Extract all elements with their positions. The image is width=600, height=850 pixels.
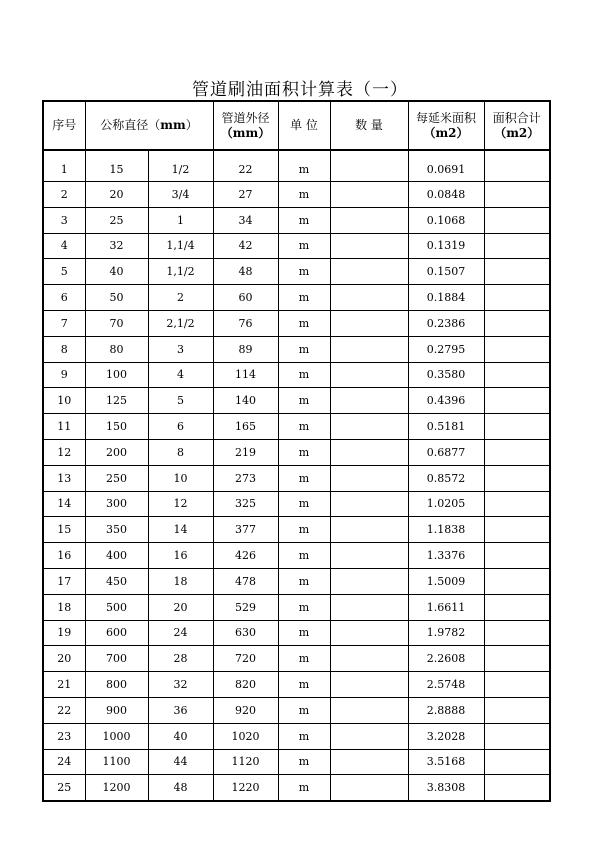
cell-outer-diameter: 219 [213, 439, 278, 465]
cell-total-area [484, 620, 550, 646]
cell-unit: m [278, 672, 330, 698]
cell-unit: m [278, 285, 330, 311]
cell-unit: m [278, 775, 330, 801]
cell-area-per-meter: 0.8572 [408, 465, 484, 491]
cell-nominal-diameter-inch: 32 [148, 672, 213, 698]
header-nominal-diameter-prefix: 公称直径（ [100, 118, 161, 132]
cell-area-per-meter: 1.3376 [408, 543, 484, 569]
cell-unit: m [278, 749, 330, 775]
cell-seq: 5 [43, 259, 85, 285]
cell-nominal-diameter-mm: 150 [85, 414, 148, 440]
cell-area-per-meter: 0.0691 [408, 150, 484, 182]
cell-quantity [330, 233, 408, 259]
cell-nominal-diameter-mm: 80 [85, 336, 148, 362]
cell-unit: m [278, 568, 330, 594]
cell-nominal-diameter-mm: 25 [85, 207, 148, 233]
table-row [43, 749, 550, 775]
cell-area-per-meter: 3.2028 [408, 723, 484, 749]
cell-seq: 17 [43, 568, 85, 594]
cell-nominal-diameter-mm: 1200 [85, 775, 148, 801]
cell-quantity [330, 207, 408, 233]
header-row [43, 101, 550, 150]
cell-unit: m [278, 259, 330, 285]
table-row [43, 672, 550, 698]
cell-nominal-diameter-mm: 350 [85, 517, 148, 543]
cell-quantity [330, 568, 408, 594]
cell-unit: m [278, 362, 330, 388]
cell-nominal-diameter-mm: 600 [85, 620, 148, 646]
cell-outer-diameter: 630 [213, 620, 278, 646]
cell-outer-diameter: 920 [213, 697, 278, 723]
cell-total-area [484, 775, 550, 801]
cell-area-per-meter: 0.1068 [408, 207, 484, 233]
cell-nominal-diameter-inch: 3/4 [148, 182, 213, 208]
cell-seq: 12 [43, 439, 85, 465]
table-row [43, 697, 550, 723]
cell-nominal-diameter-inch: 6 [148, 414, 213, 440]
cell-area-per-meter: 0.1884 [408, 285, 484, 311]
header-quantity: 数 量 [330, 101, 408, 150]
cell-nominal-diameter-inch: 20 [148, 594, 213, 620]
header-unit: 单 位 [278, 101, 330, 150]
cell-seq: 6 [43, 285, 85, 311]
cell-nominal-diameter-mm: 400 [85, 543, 148, 569]
cell-total-area [484, 259, 550, 285]
cell-seq: 2 [43, 182, 85, 208]
cell-nominal-diameter-mm: 500 [85, 594, 148, 620]
cell-nominal-diameter-mm: 32 [85, 233, 148, 259]
table-row [43, 362, 550, 388]
table-row [43, 723, 550, 749]
cell-outer-diameter: 820 [213, 672, 278, 698]
header-outer-diameter-unit: （mm） [220, 125, 271, 140]
cell-quantity [330, 259, 408, 285]
cell-nominal-diameter-mm: 40 [85, 259, 148, 285]
cell-seq: 3 [43, 207, 85, 233]
header-total-area-unit: （m2） [494, 125, 540, 140]
cell-nominal-diameter-inch: 1,1/4 [148, 233, 213, 259]
table-row [43, 259, 550, 285]
cell-nominal-diameter-mm: 800 [85, 672, 148, 698]
header-nominal-diameter-unit: mm [160, 118, 186, 132]
cell-unit: m [278, 465, 330, 491]
cell-outer-diameter: 60 [213, 285, 278, 311]
cell-nominal-diameter-mm: 100 [85, 362, 148, 388]
header-nominal-diameter [85, 101, 213, 150]
cell-unit: m [278, 491, 330, 517]
cell-nominal-diameter-mm: 1100 [85, 749, 148, 775]
table-row [43, 414, 550, 440]
cell-area-per-meter: 1.6611 [408, 594, 484, 620]
cell-seq: 1 [43, 150, 85, 182]
cell-seq: 7 [43, 310, 85, 336]
cell-total-area [484, 182, 550, 208]
table-row [43, 233, 550, 259]
cell-total-area [484, 672, 550, 698]
cell-total-area [484, 150, 550, 182]
cell-unit: m [278, 594, 330, 620]
cell-outer-diameter: 165 [213, 414, 278, 440]
cell-nominal-diameter-inch: 40 [148, 723, 213, 749]
cell-unit: m [278, 310, 330, 336]
cell-area-per-meter: 0.2386 [408, 310, 484, 336]
cell-nominal-diameter-inch: 12 [148, 491, 213, 517]
cell-total-area [484, 465, 550, 491]
cell-outer-diameter: 76 [213, 310, 278, 336]
cell-total-area [484, 388, 550, 414]
cell-quantity [330, 620, 408, 646]
table-row [43, 517, 550, 543]
cell-total-area [484, 697, 550, 723]
cell-area-per-meter: 0.0848 [408, 182, 484, 208]
cell-outer-diameter: 114 [213, 362, 278, 388]
cell-quantity [330, 414, 408, 440]
cell-total-area [484, 543, 550, 569]
header-total-area [484, 101, 550, 150]
cell-outer-diameter: 22 [213, 150, 278, 182]
cell-quantity [330, 697, 408, 723]
cell-area-per-meter: 2.2608 [408, 646, 484, 672]
cell-outer-diameter: 34 [213, 207, 278, 233]
cell-area-per-meter: 3.8308 [408, 775, 484, 801]
cell-quantity [330, 646, 408, 672]
cell-nominal-diameter-inch: 14 [148, 517, 213, 543]
cell-nominal-diameter-inch: 3 [148, 336, 213, 362]
cell-quantity [330, 543, 408, 569]
cell-nominal-diameter-mm: 250 [85, 465, 148, 491]
cell-area-per-meter: 1.0205 [408, 491, 484, 517]
cell-area-per-meter: 0.4396 [408, 388, 484, 414]
cell-nominal-diameter-inch: 10 [148, 465, 213, 491]
cell-seq: 10 [43, 388, 85, 414]
cell-quantity [330, 439, 408, 465]
table-row [43, 543, 550, 569]
cell-nominal-diameter-inch: 48 [148, 775, 213, 801]
cell-total-area [484, 517, 550, 543]
cell-quantity [330, 723, 408, 749]
cell-seq: 14 [43, 491, 85, 517]
cell-nominal-diameter-inch: 1,1/2 [148, 259, 213, 285]
cell-seq: 20 [43, 646, 85, 672]
table-row [43, 388, 550, 414]
cell-total-area [484, 310, 550, 336]
cell-nominal-diameter-mm: 450 [85, 568, 148, 594]
cell-outer-diameter: 140 [213, 388, 278, 414]
pipe-painting-area-table [42, 100, 551, 802]
cell-area-per-meter: 1.5009 [408, 568, 484, 594]
cell-seq: 21 [43, 672, 85, 698]
cell-total-area [484, 285, 550, 311]
cell-nominal-diameter-inch: 2 [148, 285, 213, 311]
cell-total-area [484, 336, 550, 362]
cell-total-area [484, 207, 550, 233]
cell-seq: 15 [43, 517, 85, 543]
cell-nominal-diameter-mm: 125 [85, 388, 148, 414]
cell-area-per-meter: 0.6877 [408, 439, 484, 465]
cell-seq: 8 [43, 336, 85, 362]
cell-nominal-diameter-inch: 28 [148, 646, 213, 672]
cell-nominal-diameter-inch: 4 [148, 362, 213, 388]
table-row [43, 775, 550, 801]
table-row [43, 620, 550, 646]
cell-outer-diameter: 529 [213, 594, 278, 620]
cell-quantity [330, 749, 408, 775]
header-area-per-meter-unit: （m2） [423, 125, 469, 140]
cell-total-area [484, 749, 550, 775]
cell-quantity [330, 517, 408, 543]
cell-quantity [330, 285, 408, 311]
cell-unit: m [278, 207, 330, 233]
cell-unit: m [278, 439, 330, 465]
cell-seq: 22 [43, 697, 85, 723]
cell-nominal-diameter-inch: 2,1/2 [148, 310, 213, 336]
cell-outer-diameter: 478 [213, 568, 278, 594]
cell-nominal-diameter-mm: 50 [85, 285, 148, 311]
cell-nominal-diameter-inch: 1/2 [148, 150, 213, 182]
cell-unit: m [278, 620, 330, 646]
cell-unit: m [278, 543, 330, 569]
cell-nominal-diameter-mm: 700 [85, 646, 148, 672]
cell-outer-diameter: 1120 [213, 749, 278, 775]
cell-total-area [484, 414, 550, 440]
cell-quantity [330, 310, 408, 336]
cell-outer-diameter: 426 [213, 543, 278, 569]
cell-nominal-diameter-inch: 44 [148, 749, 213, 775]
cell-unit: m [278, 336, 330, 362]
cell-seq: 9 [43, 362, 85, 388]
cell-seq: 13 [43, 465, 85, 491]
cell-unit: m [278, 414, 330, 440]
table-row [43, 491, 550, 517]
cell-area-per-meter: 0.1507 [408, 259, 484, 285]
cell-outer-diameter: 48 [213, 259, 278, 285]
cell-area-per-meter: 0.2795 [408, 336, 484, 362]
cell-quantity [330, 491, 408, 517]
table-row [43, 285, 550, 311]
header-outer-diameter-label: 管道外径 [221, 110, 270, 125]
cell-total-area [484, 362, 550, 388]
cell-seq: 19 [43, 620, 85, 646]
cell-outer-diameter: 325 [213, 491, 278, 517]
cell-seq: 25 [43, 775, 85, 801]
cell-total-area [484, 439, 550, 465]
cell-seq: 11 [43, 414, 85, 440]
cell-quantity [330, 388, 408, 414]
cell-unit: m [278, 723, 330, 749]
cell-total-area [484, 723, 550, 749]
cell-unit: m [278, 646, 330, 672]
table-row [43, 182, 550, 208]
cell-nominal-diameter-mm: 1000 [85, 723, 148, 749]
cell-unit: m [278, 150, 330, 182]
table-row [43, 465, 550, 491]
cell-seq: 18 [43, 594, 85, 620]
cell-nominal-diameter-inch: 8 [148, 439, 213, 465]
cell-area-per-meter: 0.1319 [408, 233, 484, 259]
cell-quantity [330, 775, 408, 801]
cell-seq: 16 [43, 543, 85, 569]
table-row [43, 646, 550, 672]
header-area-per-meter-label: 每延米面积 [415, 110, 476, 125]
cell-seq: 23 [43, 723, 85, 749]
cell-nominal-diameter-inch: 5 [148, 388, 213, 414]
cell-seq: 4 [43, 233, 85, 259]
cell-quantity [330, 182, 408, 208]
cell-area-per-meter: 1.1838 [408, 517, 484, 543]
cell-total-area [484, 233, 550, 259]
cell-quantity [330, 465, 408, 491]
table-row [43, 594, 550, 620]
cell-total-area [484, 491, 550, 517]
cell-nominal-diameter-mm: 70 [85, 310, 148, 336]
cell-unit: m [278, 697, 330, 723]
cell-unit: m [278, 388, 330, 414]
table-body [43, 150, 550, 801]
cell-nominal-diameter-mm: 20 [85, 182, 148, 208]
cell-unit: m [278, 182, 330, 208]
cell-total-area [484, 646, 550, 672]
cell-outer-diameter: 1020 [213, 723, 278, 749]
table-row [43, 568, 550, 594]
page-title: 管道刷油面积计算表（一） [192, 80, 408, 100]
cell-nominal-diameter-inch: 1 [148, 207, 213, 233]
table-row [43, 310, 550, 336]
cell-outer-diameter: 42 [213, 233, 278, 259]
table-row [43, 150, 550, 182]
cell-quantity [330, 594, 408, 620]
cell-outer-diameter: 720 [213, 646, 278, 672]
header-nominal-diameter-suffix: ） [185, 118, 198, 132]
cell-quantity [330, 672, 408, 698]
cell-area-per-meter: 1.9782 [408, 620, 484, 646]
cell-nominal-diameter-inch: 18 [148, 568, 213, 594]
cell-total-area [484, 568, 550, 594]
cell-nominal-diameter-mm: 200 [85, 439, 148, 465]
cell-quantity [330, 150, 408, 182]
cell-outer-diameter: 377 [213, 517, 278, 543]
cell-nominal-diameter-inch: 16 [148, 543, 213, 569]
cell-nominal-diameter-inch: 24 [148, 620, 213, 646]
cell-outer-diameter: 89 [213, 336, 278, 362]
cell-unit: m [278, 233, 330, 259]
cell-area-per-meter: 0.3580 [408, 362, 484, 388]
cell-nominal-diameter-mm: 300 [85, 491, 148, 517]
cell-area-per-meter: 3.5168 [408, 749, 484, 775]
header-area-per-meter [408, 101, 484, 150]
cell-outer-diameter: 273 [213, 465, 278, 491]
cell-total-area [484, 594, 550, 620]
header-seq: 序号 [43, 101, 85, 150]
cell-area-per-meter: 2.8888 [408, 697, 484, 723]
table-row [43, 207, 550, 233]
header-outer-diameter [213, 101, 278, 150]
table-row [43, 439, 550, 465]
cell-area-per-meter: 0.5181 [408, 414, 484, 440]
cell-area-per-meter: 2.5748 [408, 672, 484, 698]
cell-outer-diameter: 1220 [213, 775, 278, 801]
cell-nominal-diameter-inch: 36 [148, 697, 213, 723]
cell-quantity [330, 336, 408, 362]
cell-nominal-diameter-mm: 15 [85, 150, 148, 182]
cell-unit: m [278, 517, 330, 543]
cell-outer-diameter: 27 [213, 182, 278, 208]
cell-quantity [330, 362, 408, 388]
cell-nominal-diameter-mm: 900 [85, 697, 148, 723]
table-row [43, 336, 550, 362]
header-total-area-label: 面积合计 [492, 110, 541, 125]
cell-seq: 24 [43, 749, 85, 775]
